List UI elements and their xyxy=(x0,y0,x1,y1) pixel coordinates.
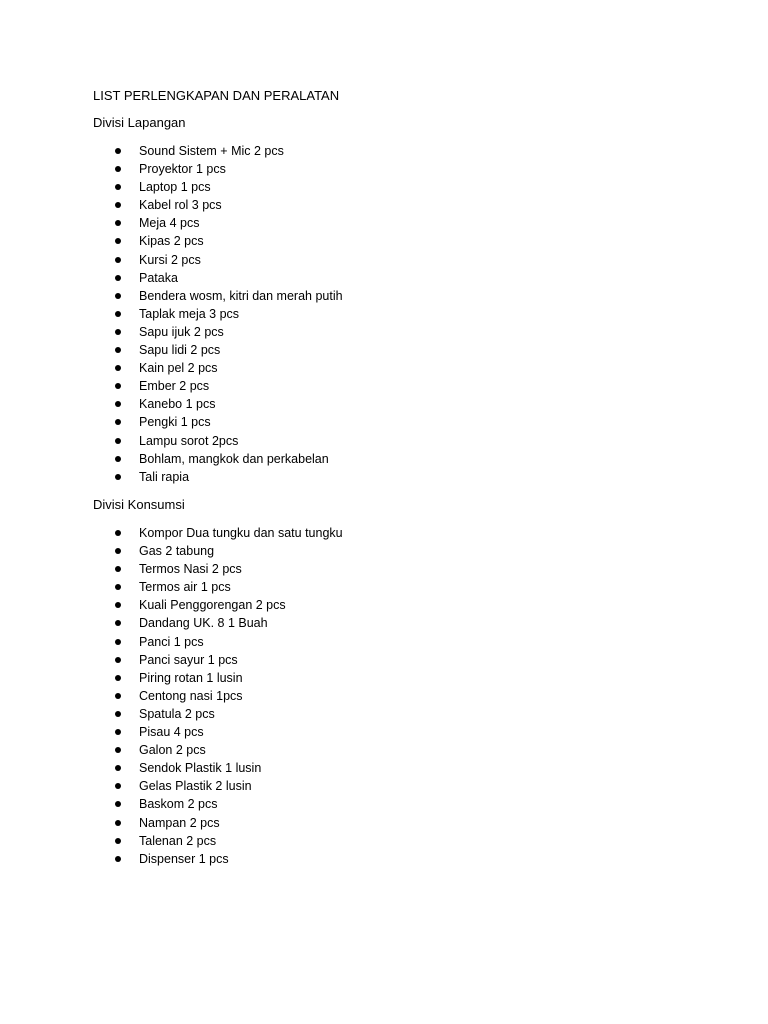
list-item-text: Taplak meja 3 pcs xyxy=(139,306,240,321)
list-item xyxy=(113,413,343,431)
list-item-text: Dispenser 1 pcs xyxy=(139,851,229,866)
list-item xyxy=(113,560,343,578)
list-item-text: Sendok Plastik 1 lusin xyxy=(139,761,262,776)
list-item xyxy=(113,395,343,413)
bullet-icon xyxy=(115,657,121,663)
bullet-icon xyxy=(115,438,121,444)
list-item-text: Pengki 1 pcs xyxy=(139,415,211,430)
bullet-icon xyxy=(115,820,121,826)
bullet-icon xyxy=(115,257,121,263)
list-item-text: Kain pel 2 pcs xyxy=(139,361,218,376)
list-item-text: Laptop 1 pcs xyxy=(139,180,211,195)
list-item-text: Piring rotan 1 lusin xyxy=(139,670,243,685)
document-title: LIST PERLENGKAPAN DAN PERALATAN xyxy=(93,88,340,103)
bullet-icon xyxy=(115,856,121,862)
list-item xyxy=(113,814,343,832)
bullet-icon xyxy=(115,383,121,389)
list-item-text: Centong nasi 1pcs xyxy=(139,688,243,703)
bullet-icon xyxy=(115,530,121,536)
bullet-icon xyxy=(115,365,121,371)
list-item xyxy=(113,651,343,669)
bullet-icon xyxy=(115,419,121,425)
list-item xyxy=(113,160,343,178)
list-item xyxy=(113,323,343,341)
list-item-text: Sound Sistem + Mic 2 pcs xyxy=(139,144,284,158)
list-item xyxy=(113,524,343,542)
list-item-text: Termos Nasi 2 pcs xyxy=(139,562,242,577)
bullet-icon xyxy=(115,220,121,226)
list-item xyxy=(113,614,343,632)
list-item-text: Ember 2 pcs xyxy=(139,379,210,394)
list-item-text: Kipas 2 pcs xyxy=(139,234,204,249)
list-item xyxy=(113,359,343,377)
bullet-icon xyxy=(115,783,121,789)
bullet-icon xyxy=(115,329,121,335)
bullet-icon xyxy=(115,184,121,190)
list-item-text: Termos air 1 pcs xyxy=(139,580,231,595)
list-item-text: Sapu lidi 2 pcs xyxy=(139,343,221,358)
list-item-text: Talenan 2 pcs xyxy=(139,833,217,848)
bullet-icon xyxy=(115,711,121,717)
list-item xyxy=(113,723,343,741)
list-item-text: Meja 4 pcs xyxy=(139,216,200,231)
list-item-text: Tali rapia xyxy=(139,469,190,484)
bullet-icon xyxy=(115,747,121,753)
bullet-icon xyxy=(115,620,121,626)
section-heading-lapangan: Divisi Lapangan xyxy=(93,115,186,130)
list-item xyxy=(113,142,343,160)
list-item xyxy=(113,232,343,250)
list-item xyxy=(113,850,343,868)
list-item-text: Gas 2 tabung xyxy=(139,544,215,559)
list-item-text: Kompor Dua tungku dan satu tungku xyxy=(139,526,343,540)
list-item-text: Panci 1 pcs xyxy=(139,634,204,649)
list-item xyxy=(113,196,343,214)
bullet-icon xyxy=(115,566,121,572)
bullet-icon xyxy=(115,401,121,407)
bullet-icon xyxy=(115,639,121,645)
bullet-icon xyxy=(115,202,121,208)
list-item-text: Bendera wosm, kitri dan merah putih xyxy=(139,288,343,303)
item-list-lapangan xyxy=(113,142,343,486)
bullet-icon xyxy=(115,838,121,844)
bullet-icon xyxy=(115,602,121,608)
item-list-konsumsi xyxy=(113,524,343,868)
list-item-text: Pisau 4 pcs xyxy=(139,725,204,740)
list-item-text: Dandang UK. 8 1 Buah xyxy=(139,616,268,631)
list-item xyxy=(113,468,343,486)
list-item-text: Pataka xyxy=(139,270,178,285)
list-item xyxy=(113,542,343,560)
bullet-icon xyxy=(115,166,121,172)
bullet-icon xyxy=(115,693,121,699)
list-item xyxy=(113,269,343,287)
bullet-icon xyxy=(115,474,121,480)
list-item xyxy=(113,341,343,359)
list-item xyxy=(113,705,343,723)
bullet-icon xyxy=(115,275,121,281)
list-item xyxy=(113,832,343,850)
list-item-text: Lampu sorot 2pcs xyxy=(139,433,239,448)
list-item xyxy=(113,795,343,813)
list-item-text: Nampan 2 pcs xyxy=(139,815,220,830)
list-item xyxy=(113,450,343,468)
list-item-text: Galon 2 pcs xyxy=(139,743,206,758)
list-item-text: Sapu ijuk 2 pcs xyxy=(139,324,224,339)
bullet-icon xyxy=(115,456,121,462)
list-item-text: Kabel rol 3 pcs xyxy=(139,198,222,213)
list-item-text: Kanebo 1 pcs xyxy=(139,397,216,412)
list-item xyxy=(113,669,343,687)
bullet-icon xyxy=(115,801,121,807)
list-item xyxy=(113,633,343,651)
list-item-text: Spatula 2 pcs xyxy=(139,706,215,721)
bullet-icon xyxy=(115,311,121,317)
list-item xyxy=(113,578,343,596)
list-item xyxy=(113,596,343,614)
list-item xyxy=(113,777,343,795)
list-item xyxy=(113,214,343,232)
bullet-icon xyxy=(115,347,121,353)
bullet-icon xyxy=(115,765,121,771)
list-item xyxy=(113,178,343,196)
list-item xyxy=(113,432,343,450)
bullet-icon xyxy=(115,148,121,154)
list-item xyxy=(113,759,343,777)
bullet-icon xyxy=(115,238,121,244)
list-item xyxy=(113,251,343,269)
list-item-text: Kursi 2 pcs xyxy=(139,252,201,267)
list-item-text: Panci sayur 1 pcs xyxy=(139,652,238,667)
section-heading-konsumsi: Divisi Konsumsi xyxy=(93,497,185,512)
bullet-icon xyxy=(115,584,121,590)
list-item-text: Gelas Plastik 2 lusin xyxy=(139,779,252,794)
list-item-text: Bohlam, mangkok dan perkabelan xyxy=(139,451,329,466)
list-item-text: Baskom 2 pcs xyxy=(139,797,218,812)
bullet-icon xyxy=(115,548,121,554)
bullet-icon xyxy=(115,293,121,299)
list-item xyxy=(113,687,343,705)
bullet-icon xyxy=(115,675,121,681)
list-item xyxy=(113,305,343,323)
list-item-text: Proyektor 1 pcs xyxy=(139,162,226,177)
bullet-icon xyxy=(115,729,121,735)
list-item xyxy=(113,377,343,395)
list-item xyxy=(113,741,343,759)
list-item xyxy=(113,287,343,305)
list-item-text: Kuali Penggorengan 2 pcs xyxy=(139,598,286,613)
